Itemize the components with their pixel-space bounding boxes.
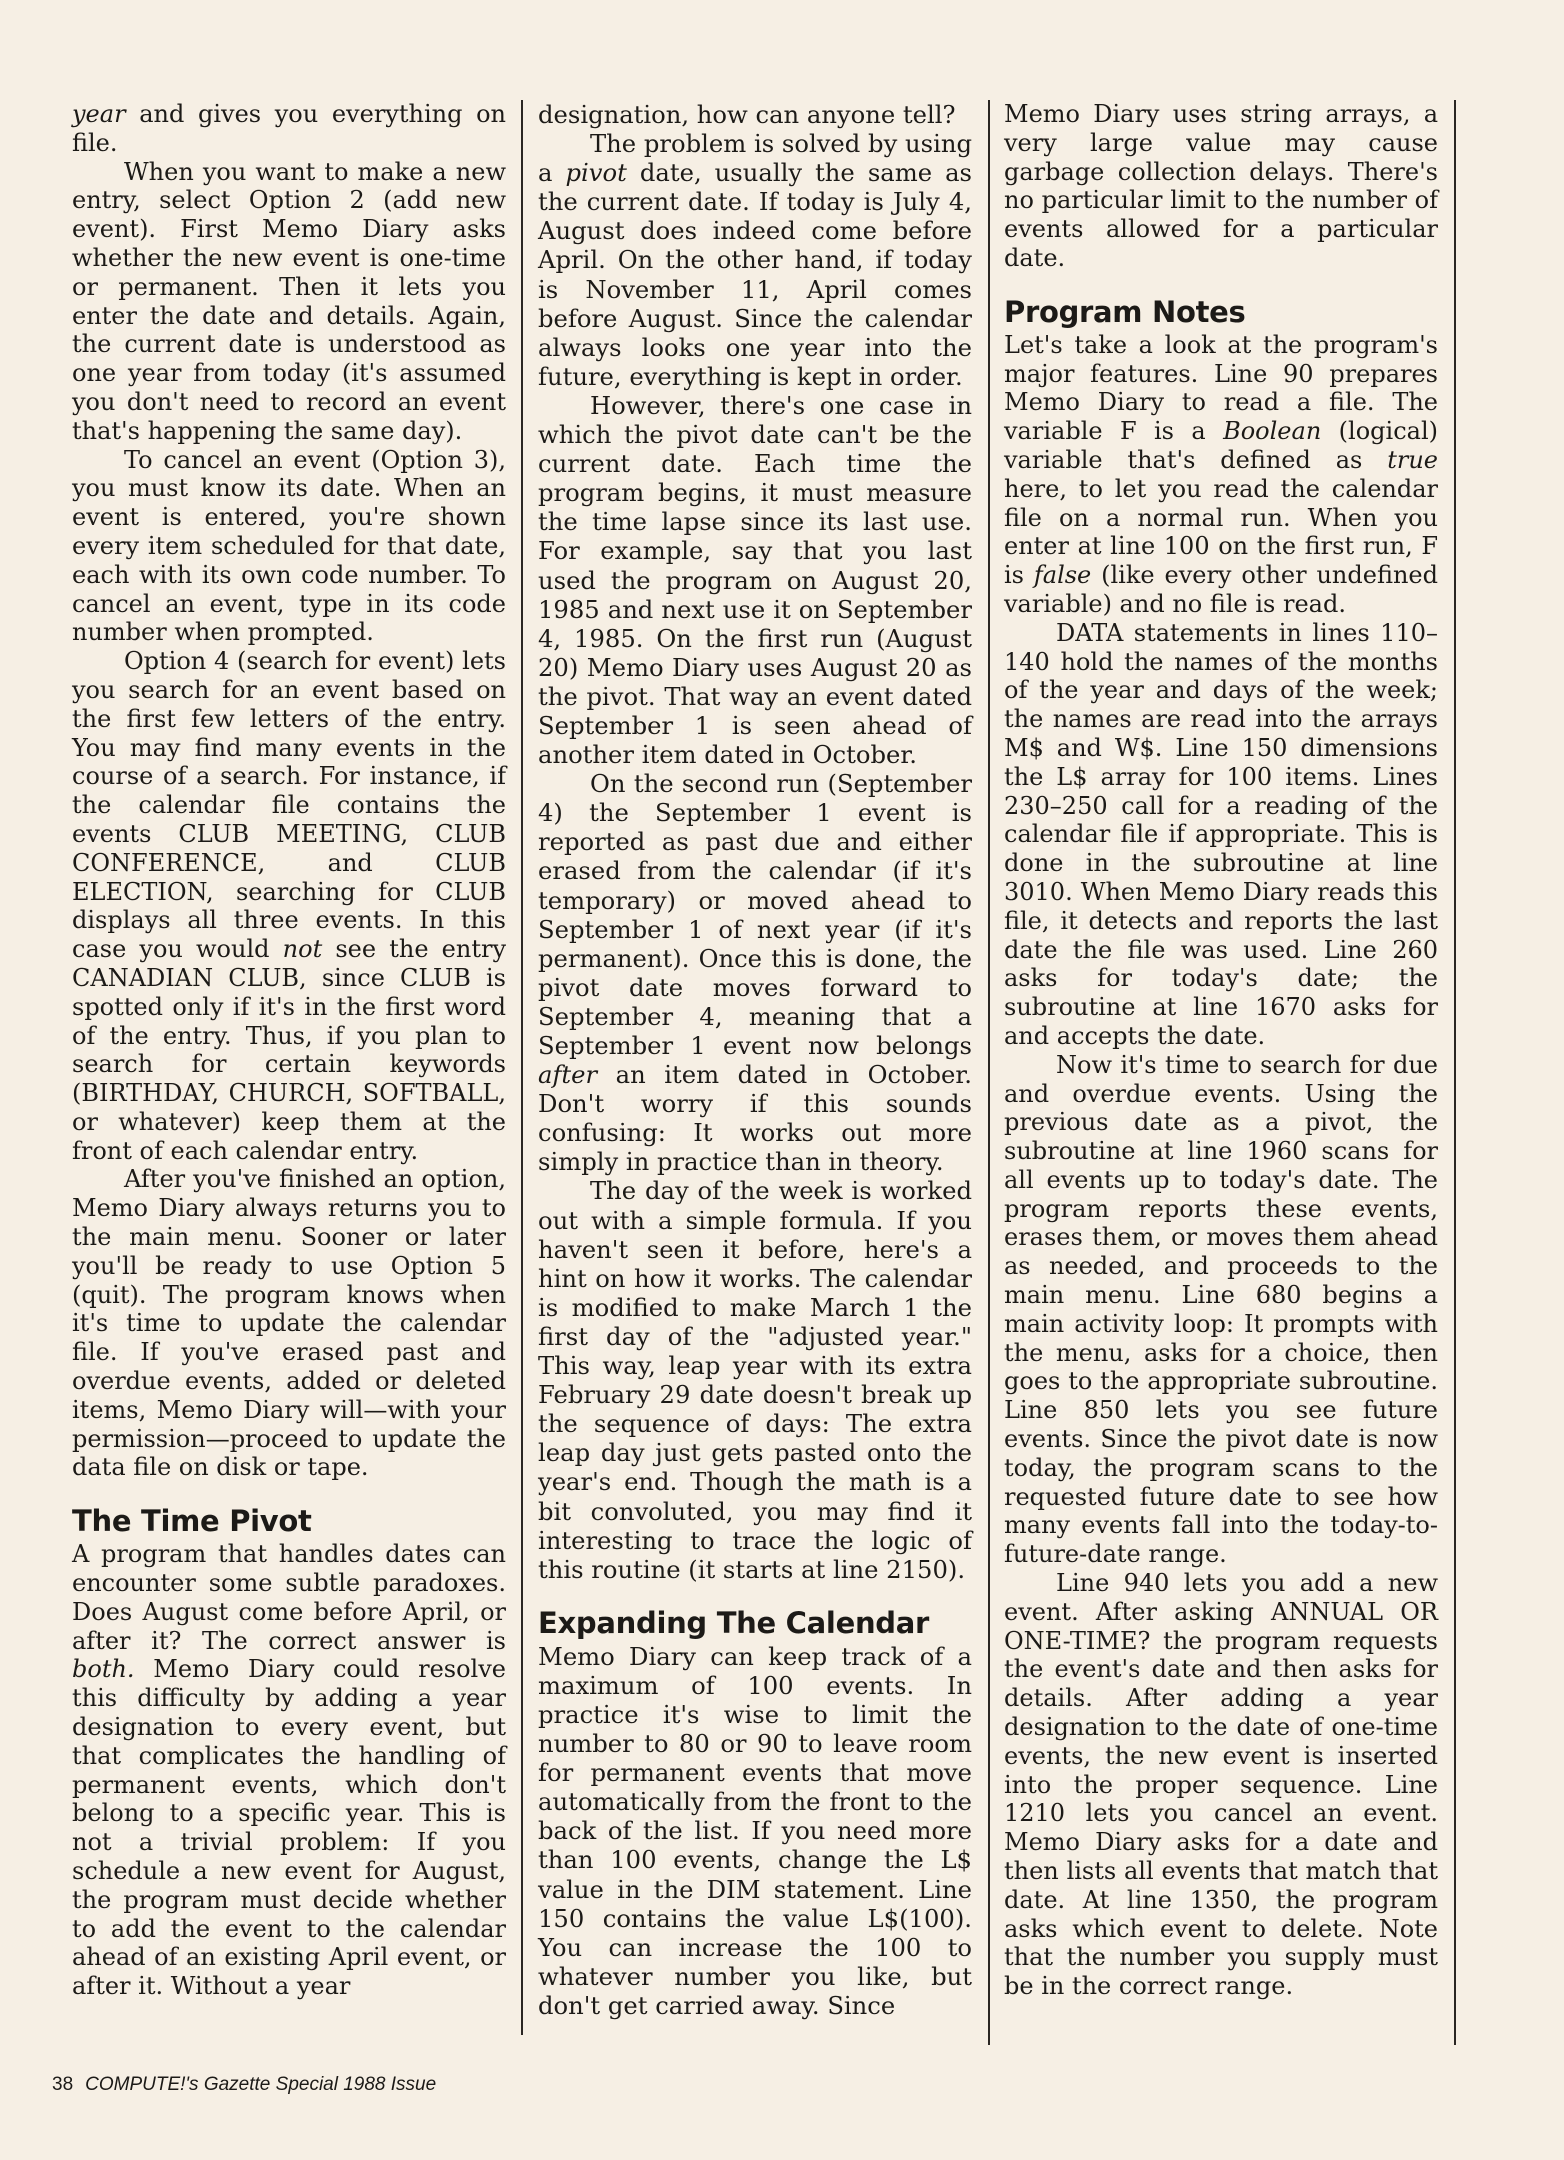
paragraph (72, 647, 506, 1165)
italic-text: after (538, 1060, 598, 1090)
text-run: here, to let you read the calendar file on a normal run. When you enter at line 100 on the first run, F is (1004, 474, 1438, 590)
text-run: Option 4 (search for event) lets you search for an event based on the first few letters of the entry. You may find many events in the course of a search. For instance, if the calendar file contains the events CLUB MEETING, CLUB CONFERENCE, and CLUB ELECTION, searching for CLUB displays all three events. In this case you would (72, 647, 506, 964)
column-divider (988, 100, 990, 2045)
paragraph: DATA statements in lines 110–140 hold the names of the months of the year and days of the week; the names are read into the arrays M$ and W$. Line 150 dimensions the L$ array for 100 items. Lines 230–250 call for a reading of the calendar file if appropriate. This is done in the subroutine at line 3010. When Memo Diary reads this file, it detects and reports the last date the file was used. Line 260 asks for today's date; the subroutine at line 1670 asks for and accepts the date. (1004, 618, 1438, 1050)
column-2 (538, 100, 972, 2045)
text-run: and gives you everything on file. (72, 100, 506, 157)
italic-text: not (282, 935, 323, 964)
paragraph: Memo Diary uses string arrays, a very large value may cause garbage collection delays. There's no particular limit to the number of events allowed for a particular date. (1004, 100, 1438, 272)
text-run: (like every other undefined variable) and no file is read. (1004, 561, 1438, 618)
publication-title: COMPUTE!'s Gazette Special 1988 Issue (85, 2074, 437, 2095)
text-run: (logical) variable that's defined as (1004, 417, 1438, 474)
paragraph: To cancel an event (Option 3), you must know its date. When an event is entered, you're shown every item scheduled for that date, each with its own code number. To cancel an event, type in its code number when prompted. (72, 445, 506, 647)
italic-text: year (72, 100, 126, 128)
section-heading-expanding-calendar: Expanding The Calendar (538, 1605, 930, 1640)
italic-text: Boolean (1223, 417, 1322, 446)
paragraph: Now it's time to search for due and overdue events. Using the previous date as a pivot, the subroutine at line 1960 scans for all events up to today's date. The program reports these events, erases them, or moves them ahead as needed, and proceeds to the main menu. Line 680 begins a main activity loop: It prompts with the menu, asks for a choice, then goes to the appropriate subroutine. Line 850 lets you see future events. Since the pivot date is now today, the program scans to the requested future date to see how many events fall into the today-to-future-date range. (1004, 1050, 1438, 1569)
section-heading-program-notes: Program Notes (1004, 294, 1246, 329)
page-number: 38 (52, 2074, 74, 2095)
italic-text: true (1387, 445, 1438, 474)
text-run: Let's take a look at the program's major features. Line 90 prepares Memo Diary to read a file. The variable F is a (1004, 330, 1438, 446)
paragraph: After you've finished an option, Memo Diary always returns you to the main menu. Sooner or later you'll be ready to use Option 5 (quit). The program knows when it's time to update the calendar file. If you've erased past and overdue events, added or deleted items, Memo Diary will—with your permission—proceed to update the data file on disk or tape. (72, 1165, 506, 1482)
italic-text: false (1033, 561, 1092, 590)
paragraph (72, 100, 506, 158)
text-run: Memo Diary could resolve this difficulty by adding a year designation to every event, but that complicates the handling of permanent events, which don't belong to a specific year. This is not a trivial problem: If you schedule a new event for August, the program must decide whether to add the event to the calendar ahead of an existing April event, or after it. Without a year (72, 1655, 506, 2001)
paragraph: Line 940 lets you add a new event. After asking ANNUAL OR ONE-TIME? the program requests the event's date and then asks for details. After adding a year designation to the date of one-time events, the new event is inserted into the proper sequence. Line 1210 lets you cancel an event. Memo Diary asks for a date and then lists all events that match that date. At line 1350, the program asks which event to delete. Note that the number you supply must be in the correct range. (1004, 1569, 1438, 2001)
paragraph: The day of the week is worked out with a simple formula. If you haven't seen it before, here's a hint on how it works. The calendar is modified to make March 1 the first day of the "adjusted year." This way, leap year with its extra February 29 date doesn't break up the sequence of days: The extra leap day just gets pasted onto the year's end. Though the math is a bit convoluted, you may find it interesting to trace the logic of this routine (it starts at line 2150). (538, 1176, 972, 1584)
text-run: The problem is solved by using a (538, 129, 972, 188)
column-3 (1004, 100, 1438, 2045)
text-run: date, usually the same as the current date. If today is July 4, August does indeed come before April. On the other hand, if today is November 11, April comes before August. Since the calendar always looks one year into the future, everything is kept in order. (538, 158, 972, 391)
paragraph (72, 1540, 506, 2001)
section-heading-time-pivot: The Time Pivot (72, 1504, 312, 1539)
paragraph: When you want to make a new entry, select Option 2 (add new event). First Memo Diary asks whether the new event is one-time or permanent. Then it lets you enter the date and details. Again, the current date is understood as one year from today (it's assumed you don't need to record an event that's happening the same day). (72, 157, 506, 445)
column-divider (1454, 100, 1456, 2045)
paragraph (538, 129, 972, 391)
paragraph: Memo Diary can keep track of a maximum of 100 events. In practice it's wise to limit the number to 80 or 90 to leave room for permanent events that move automatically from the front to the back of the list. If you need more than 100 events, change the L$ value in the DIM statement. Line 150 contains the value L$(100). You can increase the 100 to whatever number you like, but don't get carried away. Since (538, 1641, 972, 2020)
paragraph (538, 769, 972, 1176)
italic-text: both. (72, 1655, 135, 1684)
paragraph (1004, 331, 1438, 619)
text-run: an item dated in October. Don't worry if this sounds confusing: It works out more simply in practice than in theory. (538, 1060, 972, 1177)
text-run: see the entry CANADIAN CLUB, since CLUB is spotted only if it's in the first word of the entry. Thus, if you plan to search for certain keywords (BIRTHDAY, CHURCH, SOFTBALL, or whatever) keep them at the front of each calendar entry. (72, 935, 507, 1165)
text-run: On the second run (September 4) the September 1 event is reported as past due and either erased from the calendar (if it's temporary) or moved ahead to September 1 of next year (if it's permanent). Once this is done, the pivot date moves forward to September 4, meaning that a September 1 event now belongs (538, 769, 972, 1060)
paragraph: designation, how can anyone tell? (538, 100, 956, 129)
italic-text: pivot (565, 158, 627, 188)
text-run: A program that handles dates can encounter some subtle paradoxes. Does August come before April, or after it? The correct answer is (72, 1540, 506, 1655)
column-1 (72, 100, 506, 2035)
paragraph: However, there's one case in which the pivot date can't be the current date. Each time the program begins, it must measure the time lapse since its last use. For example, say that you last used the program on August 20, 1985 and next use it on September 4, 1985. On the first run (August 20) Memo Diary uses August 20 as the pivot. That way an event dated September 1 is seen ahead of another item dated in October. (538, 390, 972, 770)
page-footer (52, 2074, 436, 2096)
column-divider (521, 100, 523, 2035)
